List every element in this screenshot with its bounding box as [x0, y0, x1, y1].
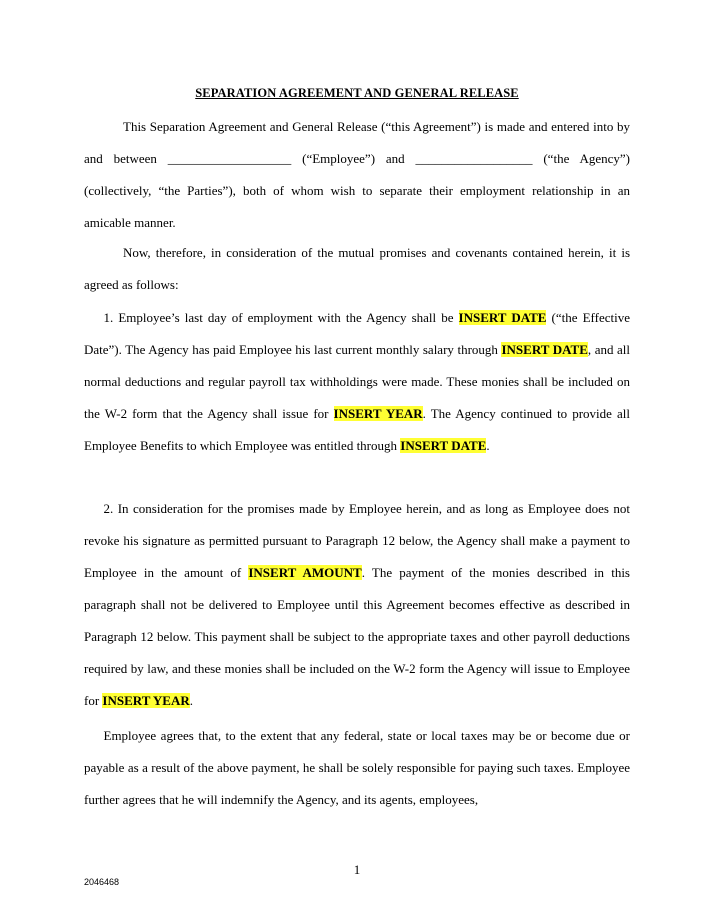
paragraph-text: (“the Effective Date”). The Agency has paid Employee his last current monthly salary through — [84, 310, 630, 357]
paragraph-text: 1. Employee’s last day of employment with the Agency shall be — [103, 310, 459, 325]
paragraph-indent — [84, 119, 123, 134]
placeholder-field: INSERT DATE — [458, 310, 547, 325]
page-number: 1 — [353, 862, 361, 877]
paragraph-indent — [84, 728, 104, 743]
document-title: SEPARATION AGREEMENT AND GENERAL RELEASE — [195, 86, 519, 100]
paragraph-consideration — [84, 237, 630, 301]
paragraph-text: This Separation Agreement and General Release (“this Agreement”) is made and entered into by and between ___________________ (“Employee”) and __________________ (“the Agency”) (collectively, “the Parties”), both of whom wish to separate their employment relationship in an amicable manner. — [84, 119, 630, 230]
placeholder-field: INSERT AMOUNT — [248, 565, 362, 580]
paragraph-text: . The Agency continued to provide all Employee Benefits to which Employee was entitled through — [84, 406, 630, 453]
placeholder-field: INSERT YEAR — [333, 406, 423, 421]
placeholder-field: INSERT DATE — [501, 342, 588, 357]
paragraph-indent — [84, 245, 123, 260]
paragraph-indent — [84, 501, 104, 516]
paragraph-indent — [84, 310, 104, 325]
paragraph-text: . — [486, 438, 490, 453]
paragraph-1-effective-date — [84, 302, 630, 462]
paragraph-text: . — [189, 693, 193, 708]
paragraph-text: Now, therefore, in consideration of the mutual promises and covenants contained herein, it is agreed as follows: — [84, 245, 630, 292]
paragraph-text: Employee agrees that, to the extent that any federal, state or local taxes may be or become due or payable as a result of the above payment, he shall be solely responsible for paying such taxes. Employee further agrees that he will indemnify the Agency, and its agents, employees, — [84, 728, 630, 807]
paragraph-2-payment — [84, 493, 630, 717]
paragraph-taxes — [84, 720, 630, 816]
paragraph-intro — [84, 111, 630, 239]
placeholder-field: INSERT DATE — [400, 438, 487, 453]
paragraph-text: , and all normal deductions and regular payroll tax withholdings were made. These monies shall be included on the W-2 form that the Agency shall issue for — [84, 342, 631, 421]
paragraph-text: 2. In consideration for the promises made by Employee herein, and as long as Employee does not revoke his signature as permitted pursuant to Paragraph 12 below, the Agency shall make a payment to Employee in the amount of — [84, 501, 630, 580]
paragraph-text: . The payment of the monies described in this paragraph shall not be delivered to Employee until this Agreement becomes effective as described in Paragraph 12 below. This payment shall be subject to the appropriate taxes and other payroll deductions required by law, and these monies shall be included on the W-2 form the Agency will issue to Employee for — [84, 565, 630, 708]
document-id: 2046468 — [84, 877, 120, 887]
placeholder-field: INSERT YEAR — [102, 693, 190, 708]
